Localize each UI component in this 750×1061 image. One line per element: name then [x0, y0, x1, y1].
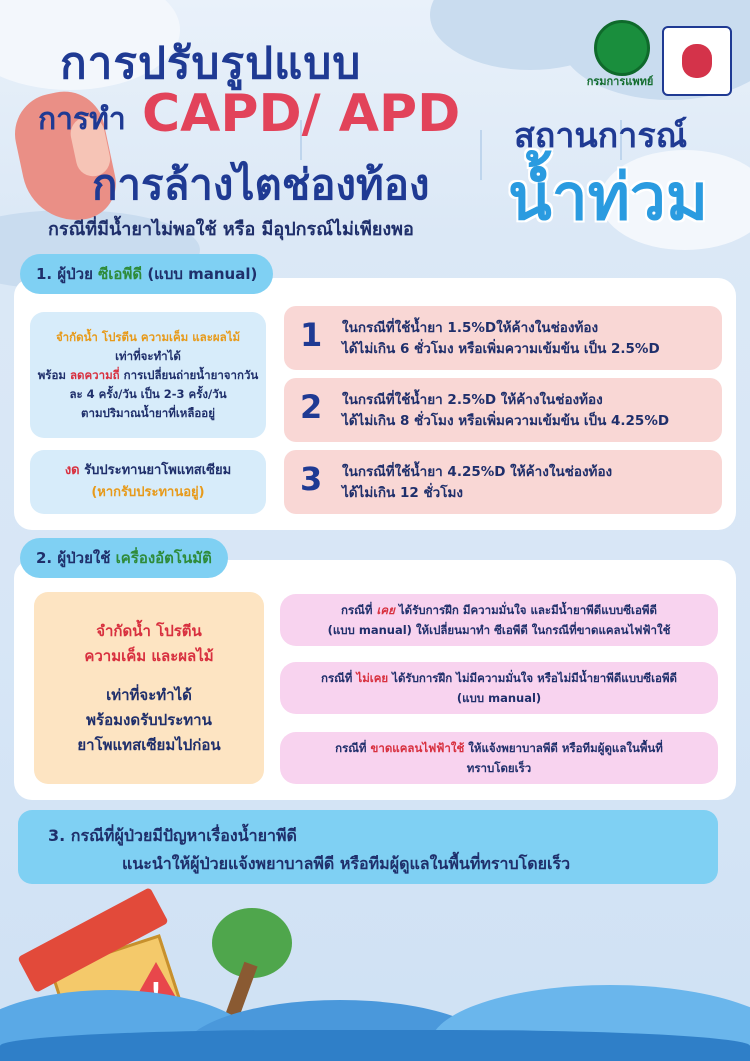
step-number: 2 — [300, 388, 323, 426]
section1-diet-box — [30, 312, 266, 438]
raindrop — [480, 130, 482, 180]
step-text: ในกรณีที่ใช้น้ำยา 2.5%D ให้ค้างในช่องท้อง ได้ไม่เกิน 8 ชั่วโมง หรือเพิ่มความเข้มข้น เป็น 4.25%D — [342, 392, 670, 429]
case-3: กรณีที่ ขาดแคลนไฟฟ้าใช้ ให้แจ้งพยาบาลพีดี หรือทีมผู้ดูแลในพื้นที่ ทราบโดยเร็ว — [280, 732, 718, 784]
diet-line2: เท่าที่จะทำได้ — [115, 348, 181, 363]
diet2-line4: พร้อมงดรับประทาน — [86, 710, 212, 729]
step-1 — [284, 306, 722, 370]
section3-line1: 3. กรณีที่ผู้ป่วยมีปัญหาเรื่องน้ำยาพีดี — [48, 826, 297, 845]
diet2-line5: ยาโพแทสเซียมไปก่อน — [77, 735, 221, 754]
title-line3: การล้างไตช่องท้อง — [92, 160, 430, 209]
step-number: 1 — [300, 316, 323, 354]
situation-label: สถานการณ์ — [514, 116, 688, 156]
section3-banner — [18, 810, 718, 884]
diet-line3: พร้อม ลดความถี่ การเปลี่ยนถ่ายน้ำยาจากวัน — [37, 367, 259, 382]
diet-line4: ละ 4 ครั้ง/วัน เป็น 2-3 ครั้ง/วัน — [69, 386, 227, 401]
step-text: ในกรณีที่ใช้น้ำยา 4.25%D ให้ค้างในช่องท้อง ได้ไม่เกิน 12 ชั่วโมง — [342, 464, 613, 501]
case-2: กรณีที่ ไม่เคย ได้รับการฝึก ไม่มีความมั่นใจ หรือไม่มีน้ำยาพีดีแบบซีเอพีดี (แบบ manual) — [280, 662, 718, 714]
section1-label-suffix: (แบบ manual) — [147, 265, 258, 283]
step-3 — [284, 450, 722, 514]
flood-label: น้ำท่วม — [508, 161, 708, 235]
section2-label-highlight: เครื่องอัตโนมัติ — [115, 549, 212, 567]
subtitle: กรณีที่มีน้ำยาไม่พอใช้ หรือ มีอุปกรณ์ไม่เพียงพอ — [48, 219, 414, 240]
diet-line5: ตามปริมาณน้ำยาที่เหลืออยู่ — [81, 405, 215, 420]
section1-label-highlight: ซีเอพีดี — [98, 265, 143, 283]
title-line2-main: CAPD/ APD — [142, 84, 461, 144]
potassium-line1: งด รับประทานยาโพแทสเซียม — [64, 463, 232, 478]
ministry-seal-icon — [582, 20, 658, 86]
diet2-line2: ความเค็ม และผลไม้ — [84, 646, 214, 665]
step-2 — [284, 378, 722, 442]
title-line2-prefix: การทำ — [38, 102, 126, 137]
section2-label — [20, 538, 228, 578]
section2-label-prefix: 2. ผู้ป่วยใช้ — [36, 549, 111, 567]
logo1-text: กรมการแพทย์ — [586, 75, 654, 88]
section1-label-prefix: 1. ผู้ป่วย — [36, 265, 93, 283]
title-line1: การปรับรูปแบบ — [60, 38, 362, 89]
step-number: 3 — [300, 460, 323, 498]
diet-highlight: จำกัดน้ำ โปรตีน ความเค็ม และผลไม้ — [55, 329, 241, 344]
section3-line2: แนะนำให้ผู้ป่วยแจ้งพยาบาลพีดี หรือทีมผู้ดูแลในพื้นที่ทราบโดยเร็ว — [122, 854, 571, 873]
step-text: ในกรณีที่ใช้น้ำยา 1.5%Dให้ค้างในช่องท้อง ได้ไม่เกิน 6 ชั่วโมง หรือเพิ่มความเข้มข้น เป็น 2.5%D — [342, 320, 660, 357]
section1-label — [20, 254, 273, 294]
section2-diet-box — [34, 592, 264, 784]
diet2-line1: จำกัดน้ำ โปรตีน — [96, 621, 202, 640]
nephrology-society-icon — [662, 26, 732, 96]
potassium-box — [30, 450, 266, 514]
case-1: กรณีที่ เคย ได้รับการฝึก มีความมั่นใจ และมีน้ำยาพีดีแบบซีเอพีดี (แบบ manual) ให้เปลี่ยนมาทำ ซีเอพีดี ในกรณีที่ขาดแคลนไฟฟ้าใช้ — [280, 594, 718, 646]
potassium-note: (หากรับประทานอยู่) — [91, 485, 205, 500]
diet2-line3: เท่าที่จะทำได้ — [106, 685, 192, 704]
flood-water — [0, 1030, 750, 1061]
